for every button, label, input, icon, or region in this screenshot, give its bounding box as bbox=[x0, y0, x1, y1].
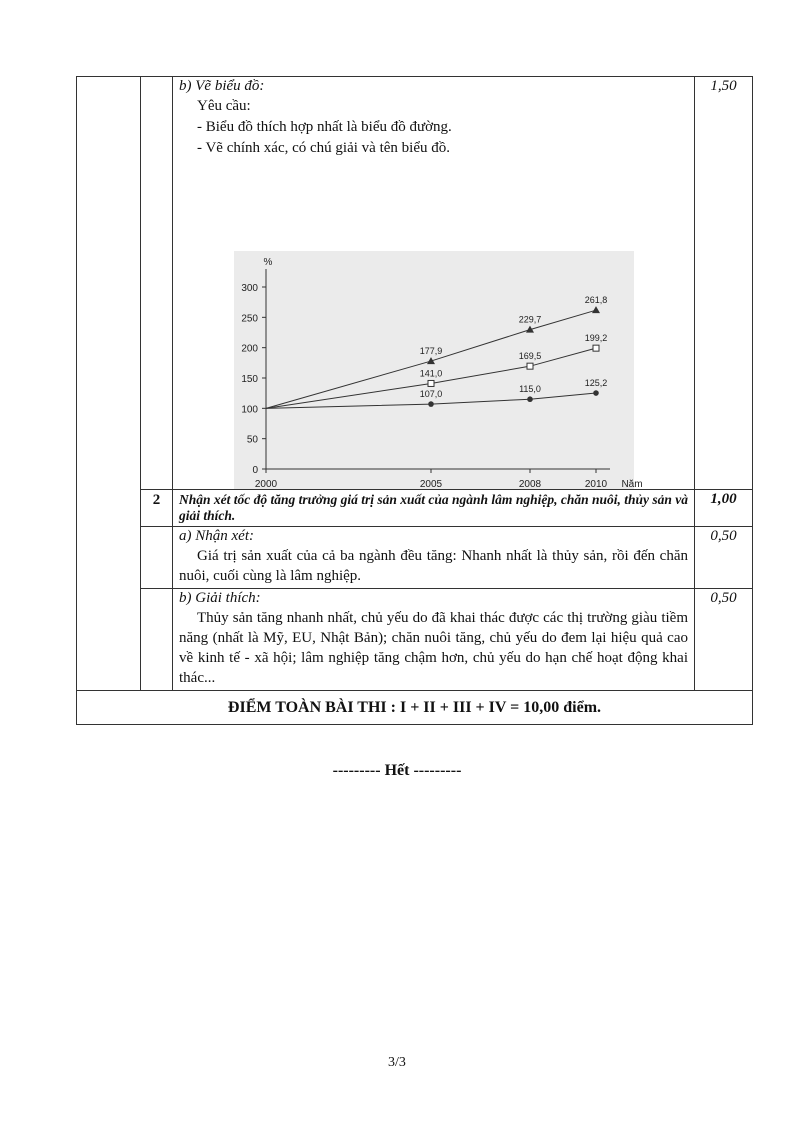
data-label: 107,0 bbox=[419, 389, 443, 400]
x-axis-label: Năm bbox=[621, 479, 643, 489]
requirement-item: - Vẽ chính xác, có chú giải và tên biểu đồ. bbox=[197, 140, 450, 156]
page-number: 3/3 bbox=[388, 1055, 406, 1070]
x-tick-label: 2005 bbox=[419, 479, 443, 489]
question-number-cell bbox=[141, 77, 173, 490]
x-tick-label: 2000 bbox=[254, 479, 278, 489]
sub-heading: b) Giải thích: bbox=[179, 590, 261, 606]
score-cell: 0,50 bbox=[695, 527, 753, 589]
marker-circle bbox=[527, 396, 533, 402]
chart-svg bbox=[179, 159, 688, 489]
end-mark: --------- Hết --------- bbox=[332, 762, 462, 779]
marker-square bbox=[593, 345, 599, 351]
sub-heading: a) Nhận xét: bbox=[179, 528, 254, 544]
content-cell bbox=[173, 77, 695, 490]
marker-square bbox=[428, 380, 434, 386]
answer-text: Giá trị sản xuất của cả ba ngành đều tăng: Nhanh nhất là thủy sản, rồi đến chăn nuôi, cuối cùng là lâm nghiệp. bbox=[179, 548, 688, 584]
data-label: 229,7 bbox=[518, 314, 542, 325]
section-cell bbox=[77, 77, 141, 691]
question-cell bbox=[173, 490, 695, 527]
question-text: Nhận xét tốc độ tăng trưởng giá trị sản xuất của ngành lâm nghiệp, chăn nuôi, thủy sản và giải thích. bbox=[179, 492, 688, 523]
x-tick-label: 2010 bbox=[584, 479, 608, 489]
data-label: 125,2 bbox=[584, 378, 608, 389]
marker-square bbox=[527, 363, 533, 369]
data-label: 169,5 bbox=[518, 351, 542, 362]
question-number: 2 bbox=[141, 490, 173, 527]
line-chart bbox=[179, 159, 688, 489]
score-cell: 1,00 bbox=[695, 490, 753, 527]
marker-circle bbox=[593, 390, 599, 396]
y-tick-label: 300 bbox=[241, 283, 258, 294]
content-cell bbox=[173, 527, 695, 589]
requirement-title: Yêu cầu: bbox=[197, 98, 251, 114]
data-label: 199,2 bbox=[584, 333, 608, 344]
data-label: 261,8 bbox=[584, 295, 608, 306]
score-cell: 1,50 bbox=[695, 77, 753, 490]
y-tick-label: 100 bbox=[241, 404, 258, 416]
y-tick-label: 250 bbox=[241, 313, 258, 325]
marker-circle bbox=[428, 401, 434, 407]
y-tick-label: 150 bbox=[241, 374, 258, 385]
sub-heading: b) Vẽ biểu đồ: bbox=[179, 78, 265, 94]
y-tick-label: 200 bbox=[241, 343, 258, 355]
data-label: 115,0 bbox=[519, 384, 541, 395]
data-label: 177,9 bbox=[419, 346, 443, 357]
requirement-item: - Biểu đồ thích hợp nhất là biểu đồ đường. bbox=[197, 119, 452, 135]
answer-table bbox=[76, 76, 753, 725]
y-tick-label: 0 bbox=[252, 465, 258, 476]
empty-cell bbox=[141, 589, 173, 691]
x-tick-label: 2008 bbox=[518, 479, 542, 489]
score-cell: 0,50 bbox=[695, 589, 753, 691]
y-axis-label: % bbox=[263, 257, 273, 268]
content-cell bbox=[173, 589, 695, 691]
y-tick-label: 50 bbox=[246, 434, 258, 446]
empty-cell bbox=[141, 527, 173, 589]
answer-text: Thủy sản tăng nhanh nhất, chủ yếu do đã khai thác được các thị trường giàu tiềm năng (nhất là Mỹ, EU, Nhật Bản); chăn nuôi tăng, chủ yếu do đem lại hiệu quả cao về kinh tế - xã hội; lâm nghiệp tăng chậm hơn, chủ yếu do hạn chế hoạt động khai thác... bbox=[179, 610, 688, 686]
total-score: ĐIỂM TOÀN BÀI THI : I + II + III + IV = 10,00 điểm. bbox=[77, 691, 753, 725]
data-label: 141,0 bbox=[419, 368, 443, 379]
